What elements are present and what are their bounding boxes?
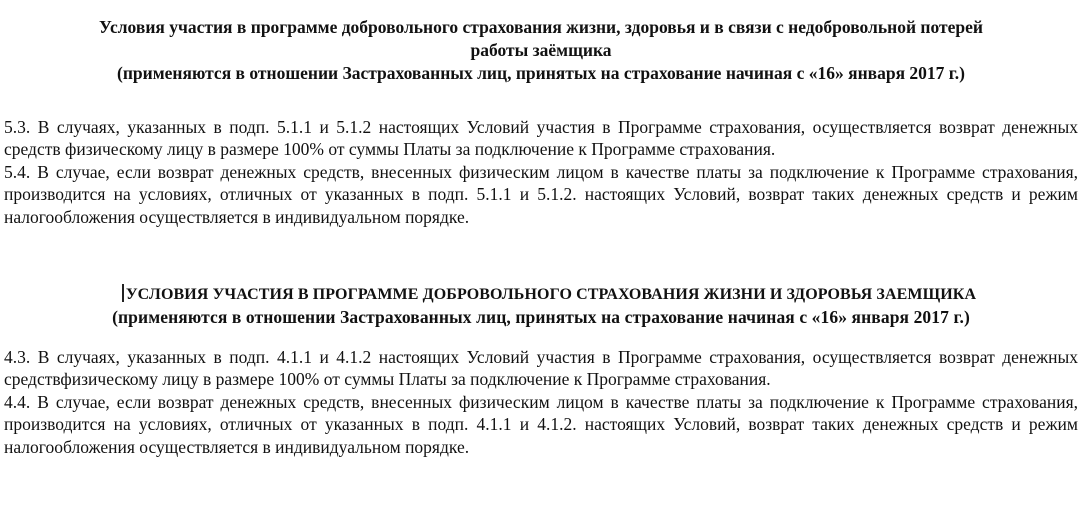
text-cursor-icon [122,284,124,302]
section1-subtitle: (применяются в отношении Застрахованных лиц, принятых на страхование начиная с «16» января 2017 г.) [117,63,965,83]
section1-header [4,16,1078,85]
section2-title-row [4,283,1078,306]
section2-header [4,283,1078,329]
section2-body [4,346,1078,458]
section2-clause-4-3: 4.3. В случаях, указанных в подп. 4.1.1 и 4.1.2 настоящих Условий участия в Программе страхования, осуществляется возврат денежных средствфизическому лицу в размере 100% от суммы Платы за подключение к Программе страхования. [4,347,1078,390]
section2-subtitle: (применяются в отношении Застрахованных лиц, принятых на страхование начиная с «16» января 2017 г.) [112,307,970,327]
section1-clause-5-3: 5.3. В случаях, указанных в подп. 5.1.1 и 5.1.2 настоящих Условий участия в Программе страхования, осуществляется возврат денежных средств физическому лицу в размере 100% от суммы Платы за подключение к Программе страхования. [4,117,1078,160]
section2-clause-4-4: 4.4. В случае, если возврат денежных средств, внесенных физическим лицом в качестве платы за подключение к Программе страхования, производится на условиях, отличных от указанных в подп. 4.1.1 и 4.1.2. настоящих Условий, возврат таких денежных средств и режим налогообложения осуществляется в индивидуальном порядке. [4,391,1078,457]
section1-clause-5-4: 5.4. В случае, если возврат денежных средств, внесенных физическим лицом в качестве платы за подключение к Программе страхования, производится на условиях, отличных от указанных в подп. 5.1.1 и 5.1.2. настоящих Условий, возврат таких денежных средств и режим налогообложения осуществляется в индивидуальном порядке. [4,161,1078,227]
section1-title-line2: работы заёмщика [470,40,612,60]
section1-title-line1: Условия участия в программе добровольного страхования жизни, здоровья и в связи с недобровольной потерей [99,17,983,37]
section2-title: УСЛОВИЯ УЧАСТИЯ В ПРОГРАММЕ ДОБРОВОЛЬНОГО СТРАХОВАНИЯ ЖИЗНИ И ЗДОРОВЬЯ ЗАЕМЩИКА [125,286,977,303]
section1-body [4,116,1078,248]
